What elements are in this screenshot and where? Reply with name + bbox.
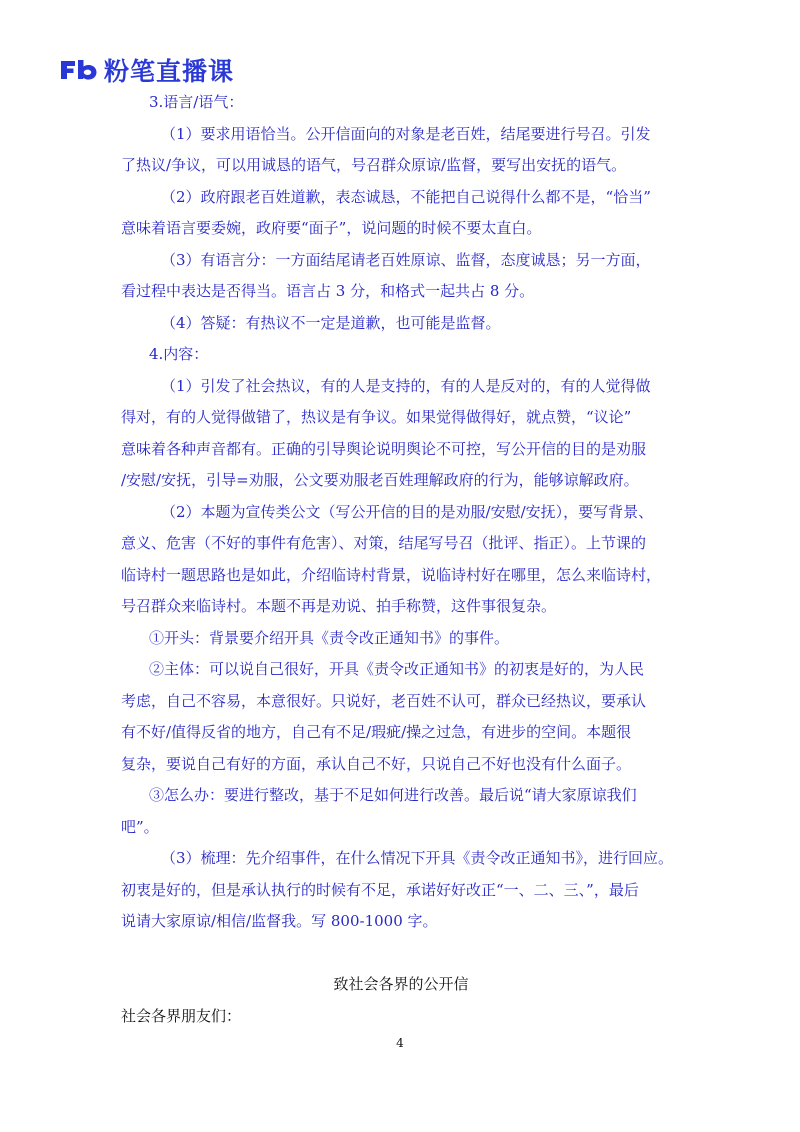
page-number: 4 — [396, 1036, 404, 1050]
text-line: 得对，有的人觉得做错了，热议是有争议。如果觉得做得好，就点赞，“议论” — [121, 408, 632, 426]
text-line: 3.语言/语气： — [149, 93, 244, 111]
text-line: 考虑，自己不容易，本意很好。只说好，老百姓不认可，群众已经热议，要承认 — [121, 692, 647, 710]
text-line: 意味着各种声音都有。正确的引导舆论说明舆论不可控，写公开信的目的是劝服 — [121, 440, 647, 458]
fenbi-logo-icon — [58, 58, 100, 82]
text-line: ①开头：背景要介绍开具《责令改正通知书》的事件。 — [149, 629, 510, 647]
text-line: （3）有语言分：一方面结尾请老百姓原谅、监督，态度诚恳；另一方面， — [161, 251, 651, 269]
text-line: 看过程中表达是否得当。语言占 3 分，和格式一起共占 8 分。 — [121, 282, 535, 300]
text-line: /安慰/安抚，引导=劝服，公文要劝服老百姓理解政府的行为，能够谅解政府。 — [121, 471, 639, 489]
text-line: （4）答疑：有热议不一定是道歉，也可能是监督。 — [161, 314, 501, 332]
text-line: （3）梳理：先介绍事件，在什么情况下开具《责令改正通知书》，进行回应。 — [161, 849, 674, 867]
text-line: 了热议/争议，可以用诚恳的语气，号召群众原谅/监督，要写出安抚的语气。 — [121, 156, 627, 174]
text-line: ③怎么办：要进行整改，基于不足如何进行改善。最后说“请大家原谅我们 — [149, 786, 637, 804]
text-line: 意义、危害（不好的事件有危害）、对策，结尾写号召（批评、指正）。上节课的 — [121, 534, 647, 552]
text-line: 有不好/值得反省的地方，自己有不足/瑕疵/操之过急，有进步的空间。本题很 — [121, 723, 632, 741]
text-line: 4.内容： — [149, 345, 209, 363]
text-line: （1）引发了社会热议，有的人是支持的，有的人是反对的，有的人觉得做 — [161, 377, 651, 395]
text-line: 意味着语言要委婉，政府要“面子”，说问题的时候不要太直白。 — [121, 219, 542, 237]
brand-name: 粉笔直播课 — [104, 57, 235, 86]
text-line: 号召群众来临诗村。本题不再是劝说、拍手称赞，这件事很复杂。 — [121, 597, 557, 615]
text-line: 初衷是好的，但是承认执行的时候有不足，承诺好好改正“一、二、三、”，最后 — [121, 881, 639, 899]
text-line: 临诗村一题思路也是如此，介绍临诗村背景，说临诗村好在哪里，怎么来临诗村， — [121, 566, 662, 584]
text-line: 复杂，要说自己有好的方面，承认自己不好，只说自己不好也没有什么面子。 — [121, 755, 632, 773]
text-line: （2）政府跟老百姓道歉，表态诚恳，不能把自己说得什么都不是，“恰当” — [161, 188, 651, 206]
text-line: 说请大家原谅/相信/监督我。写 800-1000 字。 — [121, 912, 438, 930]
letter-salutation: 社会各界朋友们： — [121, 1007, 242, 1025]
brand-header — [58, 54, 234, 86]
letter-title: 致社会各界的公开信 — [333, 975, 469, 993]
text-line: （1）要求用语恰当。公开信面向的对象是老百姓，结尾要进行号召。引发 — [161, 125, 651, 143]
text-line: （2）本题为宣传类公文（写公开信的目的是劝服/安慰/安抚），要写背景、 — [161, 503, 654, 521]
text-line: ②主体：可以说自己很好，开具《责令改正通知书》的初衷是好的，为人民 — [149, 660, 645, 678]
text-line: 吧”。 — [121, 818, 159, 836]
